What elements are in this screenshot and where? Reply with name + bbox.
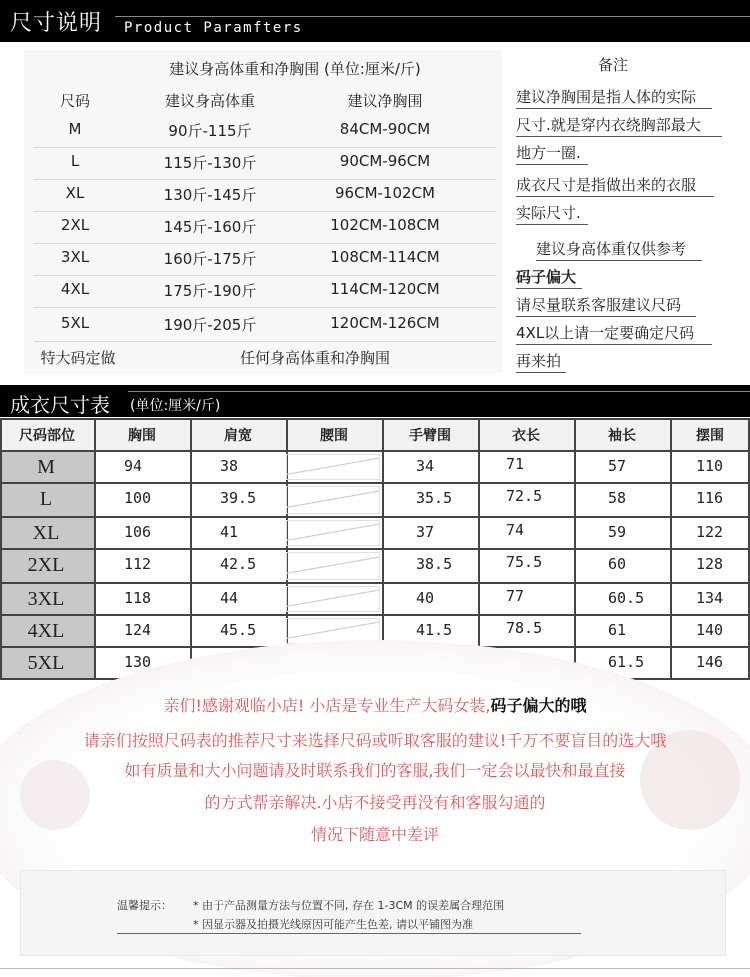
size-value-cell: 77: [506, 587, 525, 605]
size-value-cell: 60.5: [608, 589, 645, 607]
size-value-cell: 94: [124, 457, 143, 475]
reference-chest-cell: 84CM-90CM: [339, 120, 431, 138]
size-value-cell: 71: [506, 455, 525, 473]
reference-chest-cell: 90CM-96CM: [339, 152, 431, 170]
header-bar: [0, 0, 750, 42]
size-value-cell: 35.5: [416, 489, 453, 507]
message-line-5: 情况下随意中差评: [310, 825, 439, 844]
note-underline: [516, 316, 696, 317]
note-line: 地方一圈.: [516, 144, 581, 162]
waist-cell-empty: [286, 552, 380, 580]
size-value-cell: 122: [696, 523, 724, 541]
row-separator: [34, 275, 496, 276]
size-value-cell: 140: [696, 621, 724, 639]
size-value-cell: 130: [124, 653, 152, 671]
row-separator: [34, 307, 496, 308]
tips-label: 温馨提示：: [117, 899, 172, 912]
grid-line: [0, 614, 750, 616]
tips-line-2: * 因显示器及拍摄光线原因可能产生色差, 请以平铺图为准: [193, 918, 473, 931]
reference-weight-cell: 175斤-190斤: [163, 282, 257, 300]
message-line-2: 请亲们按照尺码表的推荐尺寸来选择尺码或听取客服的建议!千万不要盲目的选大哦: [83, 731, 667, 750]
tips-line-1: * 由于产品测量方法与位置不同, 存在 1-3CM 的误差属合理范围: [193, 899, 505, 912]
row-size-label: M: [37, 456, 55, 478]
table-header-cell: 手臂围: [409, 428, 451, 444]
table-header-cell: 肩宽: [224, 428, 252, 444]
size-value-cell: 110: [696, 457, 724, 475]
grid-line: [0, 516, 750, 518]
grid-line: [670, 418, 672, 678]
grid-line: [0, 482, 750, 484]
table-header-cell: 衣长: [512, 428, 540, 444]
grid-line: [0, 418, 750, 420]
reference-chest-cell: 102CM-108CM: [330, 216, 440, 234]
message-line-1-text: 亲们!感谢观临小店! 小店是专业生产大码女装,: [163, 696, 491, 715]
waist-cell-empty: [286, 586, 380, 612]
size-value-cell: 41: [220, 523, 239, 541]
size-value-cell: 60: [608, 555, 627, 573]
size-value-cell: 38.5: [416, 555, 453, 573]
grid-line: [0, 548, 750, 550]
size-value-cell: 134: [696, 589, 724, 607]
note-line: 请尽量联系客服建议尺码: [516, 296, 682, 314]
reference-weight-cell: 190斤-205斤: [163, 316, 257, 334]
note-line: 建议净胸围是指人体的实际: [516, 88, 697, 106]
table-header-cell: 胸围: [128, 428, 156, 444]
note-underline: [516, 164, 588, 165]
note-underline: [516, 108, 712, 109]
row-separator: [34, 179, 496, 180]
grid-line: [574, 418, 576, 678]
size-value-cell: 40: [416, 589, 435, 607]
note-line: 再来拍: [516, 352, 562, 370]
size-value-cell: 118: [124, 589, 152, 607]
reference-size-cell: XL: [65, 184, 85, 202]
size-value-cell: 128: [696, 555, 724, 573]
message-line-1: [0, 693, 750, 716]
reference-size-cell: 3XL: [60, 248, 90, 266]
reference-size-cell: 5XL: [60, 314, 90, 332]
tips-underline: [117, 933, 581, 934]
garment-table-unit: (单位:厘米/斤): [130, 398, 221, 414]
size-value-cell: 37: [416, 523, 435, 541]
size-value-cell: 61.5: [608, 653, 645, 671]
size-value-cell: 106: [124, 523, 152, 541]
table-header-cell: 尺码部位: [19, 428, 75, 444]
size-value-cell: 42.5: [220, 555, 257, 573]
col-header-chest: 建议净胸围: [347, 92, 423, 110]
note-underline: [516, 344, 712, 345]
size-value-cell: 78.5: [506, 619, 543, 637]
reference-weight-cell: 130斤-145斤: [163, 186, 257, 204]
size-value-cell: 75.5: [506, 553, 543, 571]
size-value-cell: 45.5: [220, 621, 257, 639]
size-value-cell: 39.5: [220, 489, 257, 507]
note-line: 建议身高体重仅供参考: [536, 240, 687, 258]
size-value-cell: 100: [124, 489, 152, 507]
grid-line: [382, 418, 384, 678]
note-line: 尺寸.就是穿内衣绕胸部最大: [516, 116, 701, 134]
col-header-weight: 建议身高体重: [164, 92, 255, 110]
reference-table-caption: 建议身高体重和净胸围 (单位:厘米/斤): [169, 60, 421, 78]
message-line-3: 如有质量和大小问题请及时联系我们的客服,我们一定会以最快和最直接: [124, 761, 626, 780]
size-value-cell: 61: [608, 621, 627, 639]
grid-line: [478, 418, 480, 678]
note-underline: [516, 196, 714, 197]
reference-chest-cell: 120CM-126CM: [330, 314, 440, 332]
notes-title: 备注: [598, 56, 629, 74]
note-underline: [516, 224, 588, 225]
row-size-label: 5XL: [27, 652, 65, 674]
garment-header-bar: [0, 385, 750, 417]
size-value-cell: 34: [416, 457, 435, 475]
col-header-size: 尺码: [59, 92, 90, 110]
reference-weight-cell: 145斤-160斤: [163, 218, 257, 236]
table-header-cell: 腰围: [320, 428, 348, 444]
reference-size-cell: L: [70, 152, 80, 170]
waist-cell-empty: [286, 486, 380, 514]
row-separator: [34, 211, 496, 212]
waist-cell-empty: [286, 454, 380, 480]
reference-size-cell: 4XL: [60, 280, 90, 298]
reference-size-cell: 2XL: [60, 216, 90, 234]
note-line: 4XL以上请一定要确定尺码: [516, 324, 695, 342]
note-underline: [516, 372, 566, 373]
waist-cell-empty: [286, 520, 380, 546]
size-value-cell: 41.5: [416, 621, 453, 639]
size-value-cell: 59: [608, 523, 627, 541]
tips-box: [20, 870, 726, 956]
row-size-label: 4XL: [27, 620, 65, 642]
reference-chest-cell: 114CM-120CM: [330, 280, 440, 298]
note-line: 码子偏大: [516, 268, 577, 286]
size-value-cell: 57: [608, 457, 627, 475]
grid-line: [94, 418, 96, 678]
reference-chest-cell: 108CM-114CM: [330, 248, 440, 266]
row-size-label: L: [39, 488, 53, 510]
custom-size-label: 特大码定做: [40, 349, 116, 367]
size-value-cell: 112: [124, 555, 152, 573]
garment-table-title: 成衣尺寸表: [10, 393, 110, 417]
table-header-cell: 摆围: [696, 428, 724, 444]
reference-chest-cell: 96CM-102CM: [335, 184, 435, 202]
garment-header-rule: [128, 391, 750, 392]
size-value-cell: 38: [220, 457, 239, 475]
row-size-label: 3XL: [27, 588, 65, 610]
grid-line: [0, 582, 750, 584]
table-header-cell: 袖长: [608, 428, 636, 444]
row-separator: [34, 147, 496, 148]
size-value-cell: 124: [124, 621, 152, 639]
header-rule: [115, 16, 750, 17]
size-value-cell: 74: [506, 521, 525, 539]
note-underline: [516, 136, 722, 137]
page-title: 尺寸说明: [10, 11, 103, 36]
reference-weight-cell: 160斤-175斤: [163, 250, 257, 268]
size-value-cell: 72.5: [506, 487, 543, 505]
row-size-label: XL: [32, 522, 60, 544]
grid-line: [190, 418, 192, 678]
row-separator: [34, 341, 496, 342]
custom-size-value: 任何身高体重和净胸围: [239, 349, 390, 367]
message-line-4: 的方式帮亲解决.小店不接受再没有和客服勾通的: [204, 793, 546, 812]
note-underline: [536, 260, 702, 261]
bottom-divider: [0, 968, 750, 969]
grid-line: [0, 450, 750, 452]
size-value-cell: 116: [696, 489, 724, 507]
size-value-cell: 146: [696, 653, 724, 671]
note-line: 实际尺寸.: [516, 204, 581, 222]
page-subtitle: Product Paramfters: [124, 20, 303, 36]
note-line: 成衣尺寸是指做出来的衣服: [516, 176, 697, 194]
row-separator: [34, 243, 496, 244]
reference-weight-cell: 115斤-130斤: [163, 154, 257, 172]
row-size-label: 2XL: [27, 554, 65, 576]
size-value-cell: 58: [608, 489, 627, 507]
message-line-1-emphasis: 码子偏大的哦: [490, 696, 587, 715]
reference-size-cell: M: [68, 120, 82, 138]
note-underline: [516, 288, 582, 289]
reference-weight-cell: 90斤-115斤: [168, 122, 252, 140]
size-value-cell: 44: [220, 589, 239, 607]
